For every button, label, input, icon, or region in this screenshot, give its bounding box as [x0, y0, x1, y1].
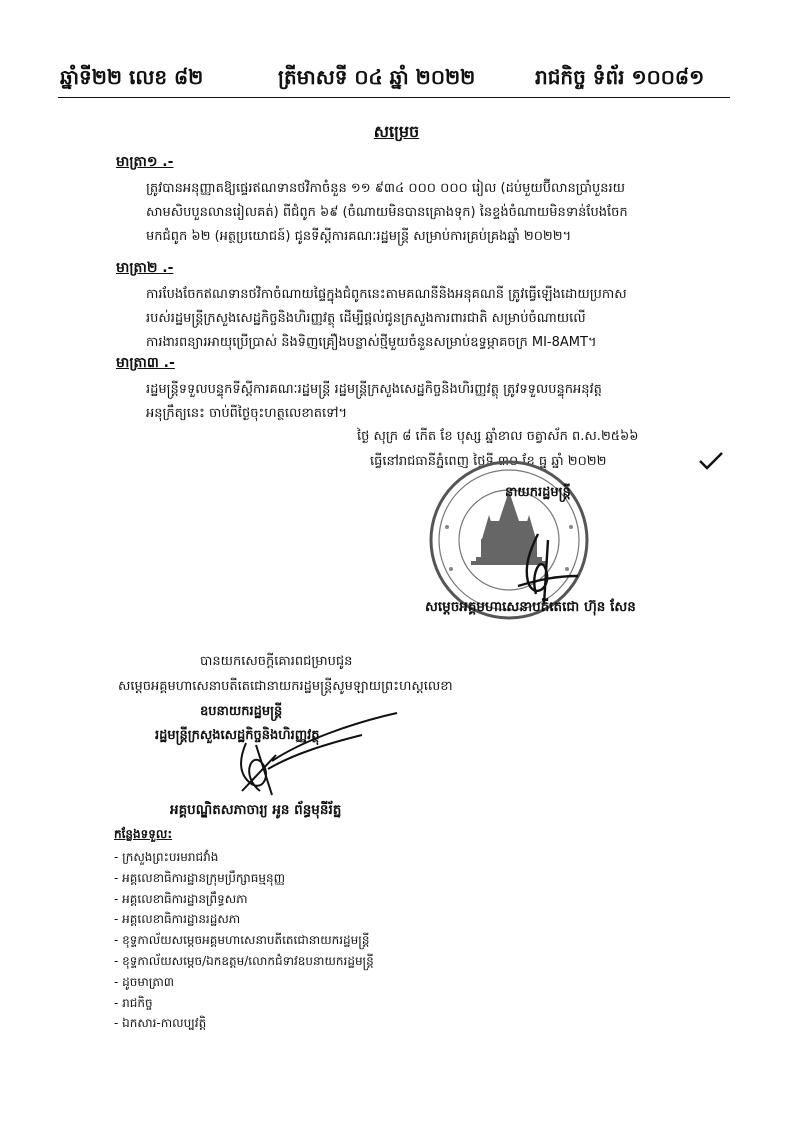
deputy-pm-signature	[232, 705, 402, 800]
article-1-line: មកជំពូក ៦២ (អត្ថប្រយោជន៍) ជូនទីស្ដីការគណៈរដ្ឋមន្ត្រី សម្រាប់ការគ្រប់គ្រងឆ្នាំ ២០២២។	[146, 229, 572, 244]
article-3-line: អនុក្រឹត្យនេះ ចាប់ពីថ្ងៃចុះហត្ថលេខាតទៅ។	[146, 406, 348, 421]
recipient-item: - ឯកសារ-កាលប្បវត្តិ	[114, 1016, 207, 1031]
deputy-pm-name: អគ្គបណ្ឌិតសភាចារ្យ អូន ព័ន្ធមុនីរ័ត្ន	[170, 802, 342, 818]
recipient-item: - ខុទ្ទកាល័យសម្ដេចអគ្គមហាសេនាបតីតេជោនាយករដ្ឋមន្ត្រី	[114, 933, 370, 948]
article-1-line: សាមសិបបួនលានរៀលគត់) ពីជំពូក ៦៩ (ចំណាយមិនបានគ្រោងទុក) នៃខ្ទង់ចំណាយមិនទាន់បែងចែក	[146, 205, 628, 220]
gazette-page-number: រាជកិច្ច ទំព័រ ១០០៨១	[535, 65, 705, 89]
article-2-line: ការងារពន្យារអាយុប្រើប្រាស់ និងទិញគ្រឿងបន្លាស់ថ្មីមួយចំនួនសម្រាប់ឧទ្ធម្ភាគចក្រ MI-8AMT។	[146, 335, 597, 350]
checkmark-icon	[697, 450, 725, 472]
submitted-line-2: សម្ដេចអគ្គមហាសេនាបតីតេជោនាយករដ្ឋមន្ត្រីសូមឡាយព្រះហស្តលេខា	[118, 679, 453, 694]
article-3-line: រដ្ឋមន្ត្រីទទួលបន្ទុកទីស្ដីការគណៈរដ្ឋមន្ត្រី រដ្ឋមន្ត្រីក្រសួងសេដ្ឋកិច្ចនិងហិរញ្ញវត្ថុ ត្រូវទទួលបន្ទុកអនុវត្ត	[146, 382, 602, 397]
article-1-body	[146, 177, 724, 249]
recipient-item: - រាជកិច្ច	[114, 995, 153, 1010]
deputy-pm-title: ឧបនាយករដ្ឋមន្ត្រី	[200, 704, 283, 719]
gazette-quarter: ត្រីមាសទី ០៤ ឆ្នាំ ២០២២	[278, 65, 476, 89]
pm-name: សម្ដេចអគ្គមហាសេនាបតីតេជោ ហ៊ុន សែន	[425, 599, 636, 615]
deputy-pm-ministry: រដ្ឋមន្ត្រីក្រសួងសេដ្ឋកិច្ចនិងហិរញ្ញវត្ថុ	[155, 728, 320, 743]
recipients-title: កន្លែងទទួល:	[114, 827, 173, 841]
header-rule	[58, 97, 730, 98]
decision-title: សម្រេច	[373, 122, 420, 141]
article-3-body	[146, 378, 724, 426]
article-2-label: មាត្រា២ .-	[116, 260, 174, 276]
submitted-line-1: បានយកសេចក្ដីគោរពជម្រាបជូន	[200, 654, 353, 669]
recipient-item: - អគ្គលេខាធិការដ្ឋានរដ្ឋសភា	[114, 912, 241, 927]
article-1-label: មាត្រា១ .-	[116, 154, 174, 170]
gazette-year-issue: ឆ្នាំទី២២ លេខ ៨២	[60, 65, 204, 89]
recipient-item: - ក្រសួងព្រះបរមរាជវាំង	[114, 850, 219, 864]
article-2-line: របស់រដ្ឋមន្ត្រីក្រសួងសេដ្ឋកិច្ចនិងហិរញ្ញវត្ថុ ដើម្បីផ្ដល់ជូនក្រសួងការពារជាតិ សម្រាប់ចំណាយលើ	[146, 311, 586, 326]
pm-title: នាយករដ្ឋមន្ត្រី	[505, 485, 571, 500]
recipient-item: - ដូចមាត្រា៣	[114, 974, 175, 989]
lunar-date: ថ្ងៃ សុក្រ ៨ កើត ខែ បុស្ស ឆ្នាំខាល ចត្វាស័ក ព.ស.២៥៦៦	[357, 429, 639, 444]
article-2-line: ការបែងចែកឥណទានថវិកាចំណាយផ្ទៃក្នុងជំពូកនេះតាមគណនីនិងអនុគណនី ត្រូវធ្វើឡើងដោយប្រកាស	[146, 287, 627, 302]
article-2-body	[146, 283, 724, 355]
recipients-list	[114, 847, 374, 1034]
article-3-label: មាត្រា៣ .-	[116, 355, 175, 371]
recipient-item: - ខុទ្ទកាល័យសម្ដេច/ឯកឧត្ដម/លោកជំទាវឧបនាយករដ្ឋមន្ត្រី	[114, 953, 374, 968]
recipient-item: - អគ្គលេខាធិការដ្ឋានក្រុមប្រឹក្សាធម្មនុញ្ញ	[114, 870, 286, 885]
solar-date: ធ្វើនៅរាជធានីភ្នំពេញ ថ្ងៃទី ៣០ ខែ ធ្នូ ឆ្នាំ ២០២២	[370, 454, 607, 469]
article-1-line: ត្រូវបានអនុញ្ញាតឱ្យផ្ទេរឥណទានថវិកាចំនួន ១១ ៩៣៤ ០០០ ០០០ រៀល (ដប់មួយប៊ីលានប្រាំបួនរយ	[146, 181, 625, 196]
recipient-item: - អគ្គលេខាធិការដ្ឋានព្រឹទ្ធសភា	[114, 891, 248, 906]
